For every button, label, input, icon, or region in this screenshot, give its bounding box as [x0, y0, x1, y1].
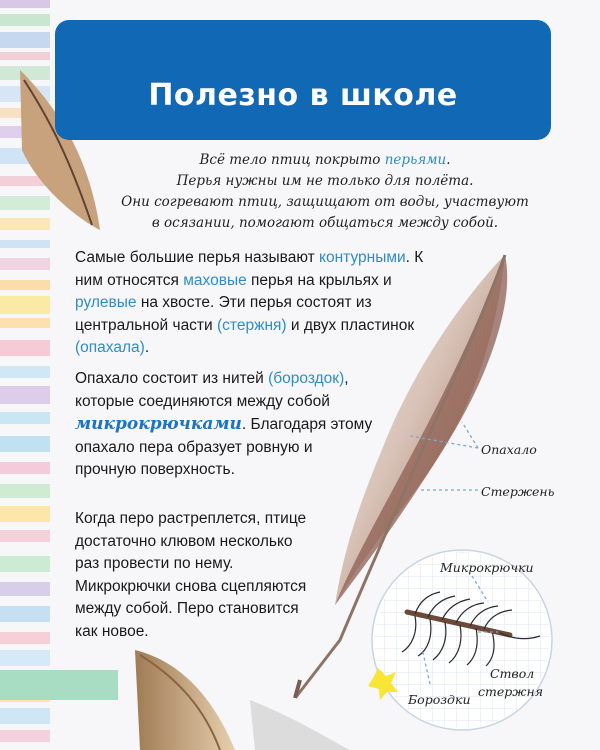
- label-barbs: Бороздки: [408, 692, 471, 707]
- label-stem-1: Ствол: [490, 666, 535, 681]
- golden-feather-bottom: [135, 650, 235, 750]
- microhooks-emphasis: микрокрючками: [75, 414, 242, 434]
- header-banner: [55, 20, 551, 140]
- intro-line-2: Перья нужны им не только для полёта.: [176, 173, 474, 189]
- intro-text: [110, 150, 540, 234]
- intro-line-4: в осязании, помогают общаться между собой.: [151, 215, 499, 231]
- intro-line-3: Они согревают птиц, защищают от воды, участвуют: [121, 194, 529, 210]
- intro-line-1: Всё тело птиц покрыто перьями.: [199, 152, 451, 168]
- label-shaft: Стержень: [481, 484, 555, 499]
- grey-feather-bottom: [250, 700, 350, 750]
- paragraph-repair: Когда перо растреплется, птице достаточно клювом несколько раз провести по нему. Микрокрючки снова сцепляются между собой. Перо становится как новое.: [75, 510, 307, 640]
- paragraph-contour-feathers: Самые большие перья называют контурными. К ним относятся маховые перья на крыльях и рулевые на хвосте. Эти перья состоят из центральной части (стержня) и двух пластинок (опахала).: [75, 249, 424, 356]
- label-stem-2: стержня: [478, 684, 543, 699]
- page-title: Полезно в школе: [148, 78, 458, 113]
- paragraph-vane: Опахало состоит из нитей (бороздок), которые соединяются между собой микрокрючками. Благодаря этому опахало пера образует ровную и прочную поверхность.: [75, 370, 373, 478]
- label-microhooks: Микрокрючки: [440, 560, 534, 575]
- label-vane: Опахало: [481, 442, 537, 457]
